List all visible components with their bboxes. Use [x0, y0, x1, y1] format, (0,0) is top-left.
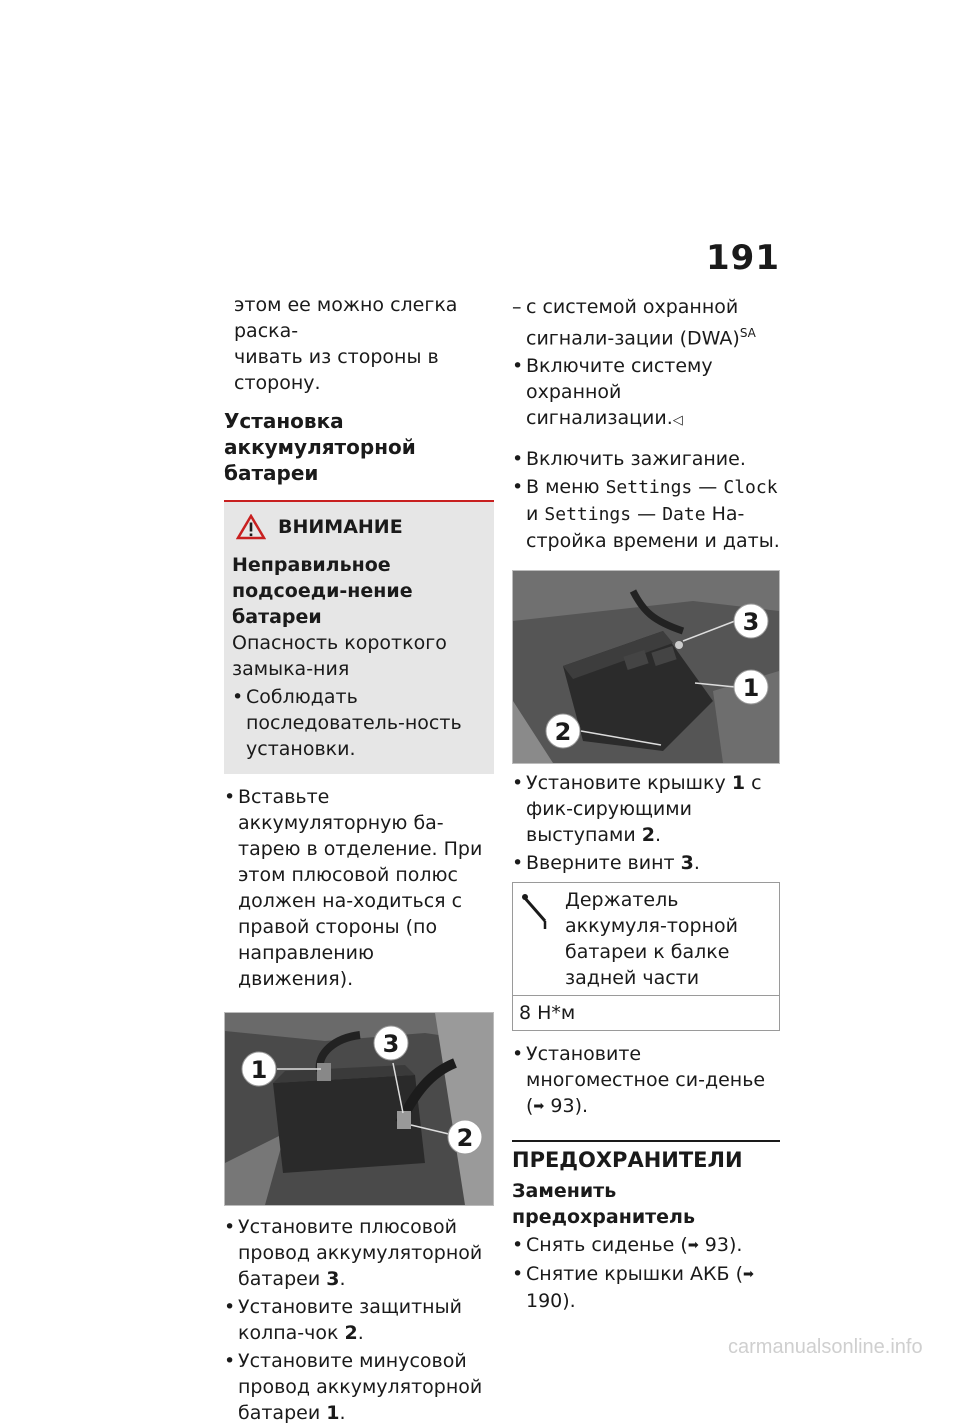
battery-terminals-photo	[224, 1012, 494, 1206]
warning-triangle-icon	[236, 514, 266, 540]
list-item-insert-battery: • Вставьте аккумуляторную ба-тарею в отделение. При этом плюсовой полюс должен на-ходиться с правой стороны (по направлению движения).	[224, 786, 483, 990]
section-title-fuses: ПРЕДОХРАНИТЕЛИ	[512, 1140, 780, 1174]
torque-spec-table	[512, 882, 780, 1031]
intro-line-2: чивать из стороны в сторону.	[234, 346, 439, 394]
subsection-title: Заменить предохранитель	[512, 1180, 695, 1229]
warning-box	[224, 500, 494, 774]
end-mark-icon: ◁	[672, 413, 683, 429]
warning-text: Опасность короткого замыка-ния	[232, 632, 447, 680]
list-item-settings-menu: • В меню Settings — Clock и Settings — Date На-стройка времени и даты.	[512, 476, 780, 553]
list-item-install-cover: • Установите крышку 1 с фик-сирующими выступами 2.	[512, 772, 762, 847]
page-ref-link[interactable]: 93	[550, 1095, 575, 1118]
section-heading-battery-install: Установка аккумуляторной батареи	[224, 409, 416, 485]
photo-label: 2	[456, 1124, 474, 1152]
warning-heading: Неправильное подсоеди-нение батареи	[232, 554, 413, 628]
list-item-ignition: • Включить зажигание.	[512, 448, 746, 471]
photo-label: 3	[742, 608, 760, 637]
left-column	[224, 292, 494, 1426]
list-item-install-seat: • Установите многоместное си-денье (➡ 93).	[512, 1043, 766, 1118]
warning-title: ВНИМАНИЕ	[278, 516, 403, 538]
page-ref-arrow-icon: ➡	[687, 1238, 699, 1254]
list-item-remove-battery-cover: • Снятие крышки АКБ (➡ 190).	[512, 1263, 754, 1313]
torque-wrench-icon	[521, 893, 555, 929]
watermark-footer: carmanualsonline.info	[728, 1336, 923, 1358]
bullet-mark: •	[232, 686, 244, 708]
photo-label: 1	[742, 674, 760, 703]
battery-cover-photo	[512, 570, 780, 764]
torque-value: 8 Н*м	[513, 995, 779, 1030]
page-ref-arrow-icon: ➡	[533, 1099, 545, 1115]
page-ref-link[interactable]: 93	[704, 1234, 729, 1257]
page-ref-arrow-icon: ➡	[743, 1267, 754, 1283]
photo-label: 2	[554, 718, 572, 747]
dash-item-alarm-system: – с системой охранной сигнали-зации (DWA)$^{SA}$	[512, 296, 756, 350]
warning-title-row	[236, 514, 488, 540]
page-number: 191	[706, 238, 780, 278]
torque-label: Держатель аккумуля-торной батареи к балке задней части	[565, 889, 738, 990]
list-item-cap: • Установите защитный колпа-чок 2.	[224, 1296, 462, 1344]
photo-label: 1	[250, 1056, 268, 1084]
list-item-plus-cable: • Установите плюсовой провод аккумуляторной батареи 3.	[224, 1216, 483, 1290]
list-item-screw: • Вверните винт 3.	[512, 852, 700, 875]
list-item-enable-alarm: • Включите систему охранной сигнализации.◁	[512, 355, 713, 430]
photo-label: 3	[382, 1030, 400, 1058]
intro-line-1: этом ее можно слегка раска-	[234, 294, 458, 342]
warning-bullet: • Соблюдать последователь-ность установки.	[232, 686, 462, 760]
list-item-remove-seat: • Снять сиденье (➡ 93).	[512, 1234, 743, 1257]
right-column	[512, 292, 780, 1314]
torque-spec-label-row	[513, 883, 779, 995]
page-ref-link[interactable]: 190	[526, 1290, 563, 1313]
list-item-minus-cable: • Установите минусовой провод аккумуляторной батареи 1.	[224, 1350, 483, 1424]
